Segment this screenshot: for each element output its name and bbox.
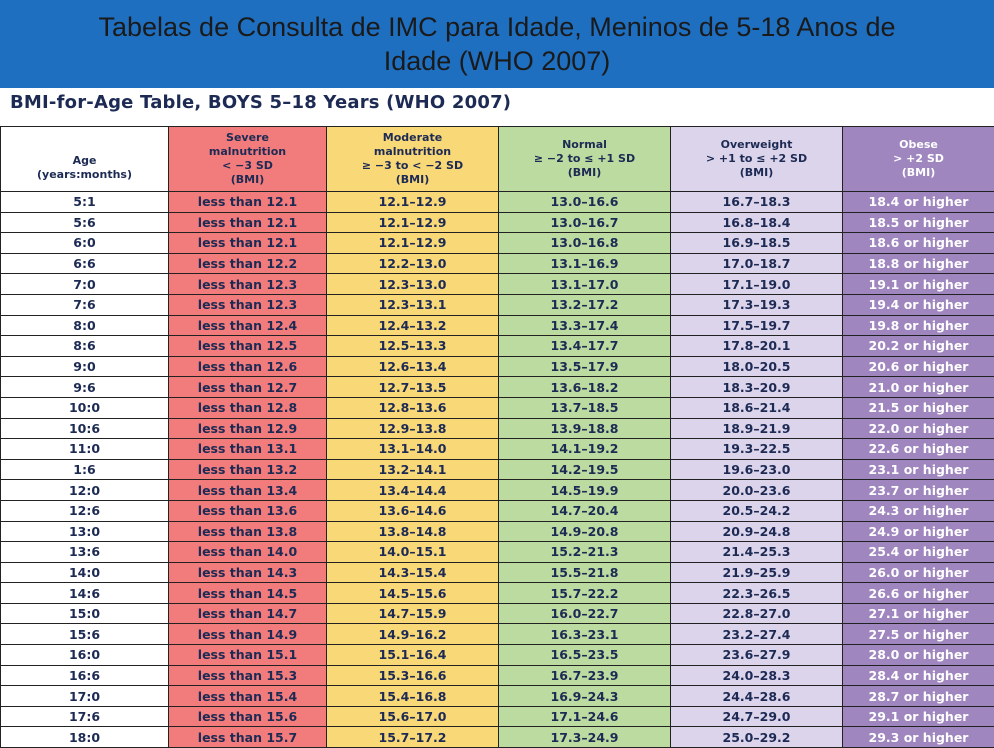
overweight-cell: 23.6–27.9 bbox=[671, 645, 843, 666]
overweight-cell: 18.3–20.9 bbox=[671, 377, 843, 398]
age-cell: 16:6 bbox=[1, 665, 169, 686]
overweight-cell: 16.7–18.3 bbox=[671, 192, 843, 213]
table-row bbox=[1, 192, 994, 213]
obese-cell: 19.4 or higher bbox=[843, 294, 994, 315]
table-row bbox=[1, 356, 994, 377]
overweight-cell: 17.5–19.7 bbox=[671, 315, 843, 336]
age-cell: 10:6 bbox=[1, 418, 169, 439]
age-cell: 13:6 bbox=[1, 542, 169, 563]
severe-cell: less than 12.1 bbox=[169, 212, 327, 233]
normal-cell: 13.0–16.8 bbox=[499, 233, 671, 254]
severe-cell: less than 12.9 bbox=[169, 418, 327, 439]
obese-cell: 29.3 or higher bbox=[843, 727, 994, 748]
normal-cell: 14.7–20.4 bbox=[499, 500, 671, 521]
moderate-cell: 14.5–15.6 bbox=[327, 583, 499, 604]
severe-cell: less than 12.1 bbox=[169, 192, 327, 213]
moderate-cell: 13.6–14.6 bbox=[327, 500, 499, 521]
normal-cell: 13.7–18.5 bbox=[499, 397, 671, 418]
obese-cell: 24.3 or higher bbox=[843, 500, 994, 521]
severe-cell: less than 13.6 bbox=[169, 500, 327, 521]
moderate-cell: 13.2–14.1 bbox=[327, 459, 499, 480]
severe-cell: less than 14.0 bbox=[169, 542, 327, 563]
header-moderate-malnutrition: Moderate malnutrition ≥ −3 to < −2 SD (BMI) bbox=[327, 127, 499, 192]
age-cell: 9:0 bbox=[1, 356, 169, 377]
normal-cell: 15.5–21.8 bbox=[499, 562, 671, 583]
obese-cell: 20.6 or higher bbox=[843, 356, 994, 377]
normal-cell: 17.3–24.9 bbox=[499, 727, 671, 748]
severe-cell: less than 12.6 bbox=[169, 356, 327, 377]
age-cell: 6:6 bbox=[1, 253, 169, 274]
age-cell: 12:0 bbox=[1, 480, 169, 501]
severe-cell: less than 14.5 bbox=[169, 583, 327, 604]
severe-cell: less than 12.2 bbox=[169, 253, 327, 274]
normal-cell: 13.0–16.6 bbox=[499, 192, 671, 213]
overweight-cell: 21.9–25.9 bbox=[671, 562, 843, 583]
age-cell: 8:0 bbox=[1, 315, 169, 336]
slide-title-line-1: Tabelas de Consulta de IMC para Idade, Meninos de 5-18 Anos de bbox=[98, 12, 896, 42]
overweight-cell: 18.0–20.5 bbox=[671, 356, 843, 377]
moderate-cell: 15.1–16.4 bbox=[327, 645, 499, 666]
age-cell: 7:0 bbox=[1, 274, 169, 295]
severe-cell: less than 15.7 bbox=[169, 727, 327, 748]
table-row bbox=[1, 665, 994, 686]
overweight-cell: 17.1–19.0 bbox=[671, 274, 843, 295]
table-row bbox=[1, 212, 994, 233]
overweight-cell: 24.4–28.6 bbox=[671, 686, 843, 707]
table-row bbox=[1, 562, 994, 583]
obese-cell: 22.0 or higher bbox=[843, 418, 994, 439]
moderate-cell: 12.9–13.8 bbox=[327, 418, 499, 439]
severe-cell: less than 13.2 bbox=[169, 459, 327, 480]
table-body bbox=[1, 192, 994, 748]
table-row bbox=[1, 274, 994, 295]
moderate-cell: 14.9–16.2 bbox=[327, 624, 499, 645]
table-row bbox=[1, 233, 994, 254]
obese-cell: 23.7 or higher bbox=[843, 480, 994, 501]
table-row bbox=[1, 480, 994, 501]
overweight-cell: 17.8–20.1 bbox=[671, 336, 843, 357]
overweight-cell: 17.0–18.7 bbox=[671, 253, 843, 274]
severe-cell: less than 13.4 bbox=[169, 480, 327, 501]
table-row bbox=[1, 253, 994, 274]
normal-cell: 13.6–18.2 bbox=[499, 377, 671, 398]
moderate-cell: 12.4–13.2 bbox=[327, 315, 499, 336]
severe-cell: less than 12.3 bbox=[169, 274, 327, 295]
overweight-cell: 21.4–25.3 bbox=[671, 542, 843, 563]
age-cell: 12:6 bbox=[1, 500, 169, 521]
normal-cell: 13.3–17.4 bbox=[499, 315, 671, 336]
normal-cell: 13.9–18.8 bbox=[499, 418, 671, 439]
table-row bbox=[1, 294, 994, 315]
table-row bbox=[1, 439, 994, 460]
overweight-cell: 23.2–27.4 bbox=[671, 624, 843, 645]
obese-cell: 28.4 or higher bbox=[843, 665, 994, 686]
moderate-cell: 12.1–12.9 bbox=[327, 233, 499, 254]
normal-cell: 14.1–19.2 bbox=[499, 439, 671, 460]
table-row bbox=[1, 542, 994, 563]
moderate-cell: 14.7–15.9 bbox=[327, 603, 499, 624]
table-row bbox=[1, 645, 994, 666]
age-cell: 5:1 bbox=[1, 192, 169, 213]
severe-cell: less than 12.1 bbox=[169, 233, 327, 254]
table-row bbox=[1, 727, 994, 748]
age-cell: 1:6 bbox=[1, 459, 169, 480]
normal-cell: 13.4–17.7 bbox=[499, 336, 671, 357]
normal-cell: 15.2–21.3 bbox=[499, 542, 671, 563]
table-row bbox=[1, 521, 994, 542]
normal-cell: 16.3–23.1 bbox=[499, 624, 671, 645]
header-normal: Normal ≥ −2 to ≤ +1 SD (BMI) bbox=[499, 127, 671, 192]
normal-cell: 13.5–17.9 bbox=[499, 356, 671, 377]
overweight-cell: 20.5–24.2 bbox=[671, 500, 843, 521]
moderate-cell: 12.1–12.9 bbox=[327, 192, 499, 213]
moderate-cell: 12.1–12.9 bbox=[327, 212, 499, 233]
age-cell: 7:6 bbox=[1, 294, 169, 315]
severe-cell: less than 12.8 bbox=[169, 397, 327, 418]
moderate-cell: 12.5–13.3 bbox=[327, 336, 499, 357]
normal-cell: 14.2–19.5 bbox=[499, 459, 671, 480]
moderate-cell: 12.2–13.0 bbox=[327, 253, 499, 274]
normal-cell: 15.7–22.2 bbox=[499, 583, 671, 604]
obese-cell: 22.6 or higher bbox=[843, 439, 994, 460]
obese-cell: 27.1 or higher bbox=[843, 603, 994, 624]
age-cell: 8:6 bbox=[1, 336, 169, 357]
overweight-cell: 17.3–19.3 bbox=[671, 294, 843, 315]
moderate-cell: 12.3–13.0 bbox=[327, 274, 499, 295]
moderate-cell: 13.4–14.4 bbox=[327, 480, 499, 501]
obese-cell: 24.9 or higher bbox=[843, 521, 994, 542]
overweight-cell: 19.6–23.0 bbox=[671, 459, 843, 480]
obese-cell: 19.1 or higher bbox=[843, 274, 994, 295]
obese-cell: 21.0 or higher bbox=[843, 377, 994, 398]
normal-cell: 14.9–20.8 bbox=[499, 521, 671, 542]
normal-cell: 14.5–19.9 bbox=[499, 480, 671, 501]
normal-cell: 16.0–22.7 bbox=[499, 603, 671, 624]
overweight-cell: 22.3–26.5 bbox=[671, 583, 843, 604]
moderate-cell: 13.1–14.0 bbox=[327, 439, 499, 460]
overweight-cell: 20.0–23.6 bbox=[671, 480, 843, 501]
severe-cell: less than 12.4 bbox=[169, 315, 327, 336]
obese-cell: 26.0 or higher bbox=[843, 562, 994, 583]
moderate-cell: 12.3–13.1 bbox=[327, 294, 499, 315]
moderate-cell: 15.3–16.6 bbox=[327, 665, 499, 686]
age-cell: 5:6 bbox=[1, 212, 169, 233]
bmi-table-container bbox=[0, 126, 994, 748]
overweight-cell: 22.8–27.0 bbox=[671, 603, 843, 624]
header-age: Age (years:months) bbox=[1, 127, 169, 192]
obese-cell: 18.8 or higher bbox=[843, 253, 994, 274]
age-cell: 17:0 bbox=[1, 686, 169, 707]
normal-cell: 13.0–16.7 bbox=[499, 212, 671, 233]
severe-cell: less than 15.4 bbox=[169, 686, 327, 707]
slide-title-banner bbox=[0, 0, 994, 88]
age-cell: 10:0 bbox=[1, 397, 169, 418]
overweight-cell: 18.6–21.4 bbox=[671, 397, 843, 418]
table-row bbox=[1, 500, 994, 521]
moderate-cell: 12.6–13.4 bbox=[327, 356, 499, 377]
overweight-cell: 25.0–29.2 bbox=[671, 727, 843, 748]
age-cell: 9:6 bbox=[1, 377, 169, 398]
header-row bbox=[1, 127, 994, 192]
moderate-cell: 12.7–13.5 bbox=[327, 377, 499, 398]
table-row bbox=[1, 686, 994, 707]
age-cell: 15:0 bbox=[1, 603, 169, 624]
severe-cell: less than 15.3 bbox=[169, 665, 327, 686]
normal-cell: 16.5–23.5 bbox=[499, 645, 671, 666]
bmi-for-age-table bbox=[0, 126, 994, 748]
obese-cell: 23.1 or higher bbox=[843, 459, 994, 480]
table-row bbox=[1, 418, 994, 439]
obese-cell: 19.8 or higher bbox=[843, 315, 994, 336]
overweight-cell: 16.9–18.5 bbox=[671, 233, 843, 254]
overweight-cell: 19.3–22.5 bbox=[671, 439, 843, 460]
table-row bbox=[1, 706, 994, 727]
age-cell: 16:0 bbox=[1, 645, 169, 666]
table-row bbox=[1, 336, 994, 357]
moderate-cell: 15.7–17.2 bbox=[327, 727, 499, 748]
obese-cell: 25.4 or higher bbox=[843, 542, 994, 563]
obese-cell: 26.6 or higher bbox=[843, 583, 994, 604]
obese-cell: 21.5 or higher bbox=[843, 397, 994, 418]
table-row bbox=[1, 624, 994, 645]
table-row bbox=[1, 459, 994, 480]
normal-cell: 17.1–24.6 bbox=[499, 706, 671, 727]
obese-cell: 18.6 or higher bbox=[843, 233, 994, 254]
severe-cell: less than 14.7 bbox=[169, 603, 327, 624]
header-obese: Obese > +2 SD (BMI) bbox=[843, 127, 994, 192]
normal-cell: 16.7–23.9 bbox=[499, 665, 671, 686]
moderate-cell: 12.8–13.6 bbox=[327, 397, 499, 418]
age-cell: 17:6 bbox=[1, 706, 169, 727]
obese-cell: 18.5 or higher bbox=[843, 212, 994, 233]
age-cell: 11:0 bbox=[1, 439, 169, 460]
header-overweight: Overweight > +1 to ≤ +2 SD (BMI) bbox=[671, 127, 843, 192]
header-severe-malnutrition: Severe malnutrition < −3 SD (BMI) bbox=[169, 127, 327, 192]
moderate-cell: 14.3–15.4 bbox=[327, 562, 499, 583]
obese-cell: 28.0 or higher bbox=[843, 645, 994, 666]
age-cell: 18:0 bbox=[1, 727, 169, 748]
overweight-cell: 18.9–21.9 bbox=[671, 418, 843, 439]
severe-cell: less than 13.1 bbox=[169, 439, 327, 460]
severe-cell: less than 14.9 bbox=[169, 624, 327, 645]
slide-title-line-2: Idade (WHO 2007) bbox=[383, 46, 611, 76]
obese-cell: 27.5 or higher bbox=[843, 624, 994, 645]
age-cell: 13:0 bbox=[1, 521, 169, 542]
normal-cell: 13.1–17.0 bbox=[499, 274, 671, 295]
table-row bbox=[1, 315, 994, 336]
overweight-cell: 24.7–29.0 bbox=[671, 706, 843, 727]
severe-cell: less than 12.7 bbox=[169, 377, 327, 398]
overweight-cell: 24.0–28.3 bbox=[671, 665, 843, 686]
moderate-cell: 15.4–16.8 bbox=[327, 686, 499, 707]
table-title: BMI-for-Age Table, BOYS 5–18 Years (WHO 2007) bbox=[10, 92, 512, 113]
overweight-cell: 16.8–18.4 bbox=[671, 212, 843, 233]
table-row bbox=[1, 377, 994, 398]
severe-cell: less than 15.6 bbox=[169, 706, 327, 727]
overweight-cell: 20.9–24.8 bbox=[671, 521, 843, 542]
normal-cell: 13.1–16.9 bbox=[499, 253, 671, 274]
age-cell: 14:6 bbox=[1, 583, 169, 604]
age-cell: 6:0 bbox=[1, 233, 169, 254]
obese-cell: 18.4 or higher bbox=[843, 192, 994, 213]
moderate-cell: 14.0–15.1 bbox=[327, 542, 499, 563]
table-row bbox=[1, 603, 994, 624]
obese-cell: 20.2 or higher bbox=[843, 336, 994, 357]
moderate-cell: 13.8–14.8 bbox=[327, 521, 499, 542]
moderate-cell: 15.6–17.0 bbox=[327, 706, 499, 727]
normal-cell: 16.9–24.3 bbox=[499, 686, 671, 707]
severe-cell: less than 13.8 bbox=[169, 521, 327, 542]
normal-cell: 13.2–17.2 bbox=[499, 294, 671, 315]
severe-cell: less than 12.5 bbox=[169, 336, 327, 357]
table-row bbox=[1, 583, 994, 604]
age-cell: 15:6 bbox=[1, 624, 169, 645]
obese-cell: 28.7 or higher bbox=[843, 686, 994, 707]
obese-cell: 29.1 or higher bbox=[843, 706, 994, 727]
severe-cell: less than 12.3 bbox=[169, 294, 327, 315]
age-cell: 14:0 bbox=[1, 562, 169, 583]
severe-cell: less than 14.3 bbox=[169, 562, 327, 583]
severe-cell: less than 15.1 bbox=[169, 645, 327, 666]
table-row bbox=[1, 397, 994, 418]
